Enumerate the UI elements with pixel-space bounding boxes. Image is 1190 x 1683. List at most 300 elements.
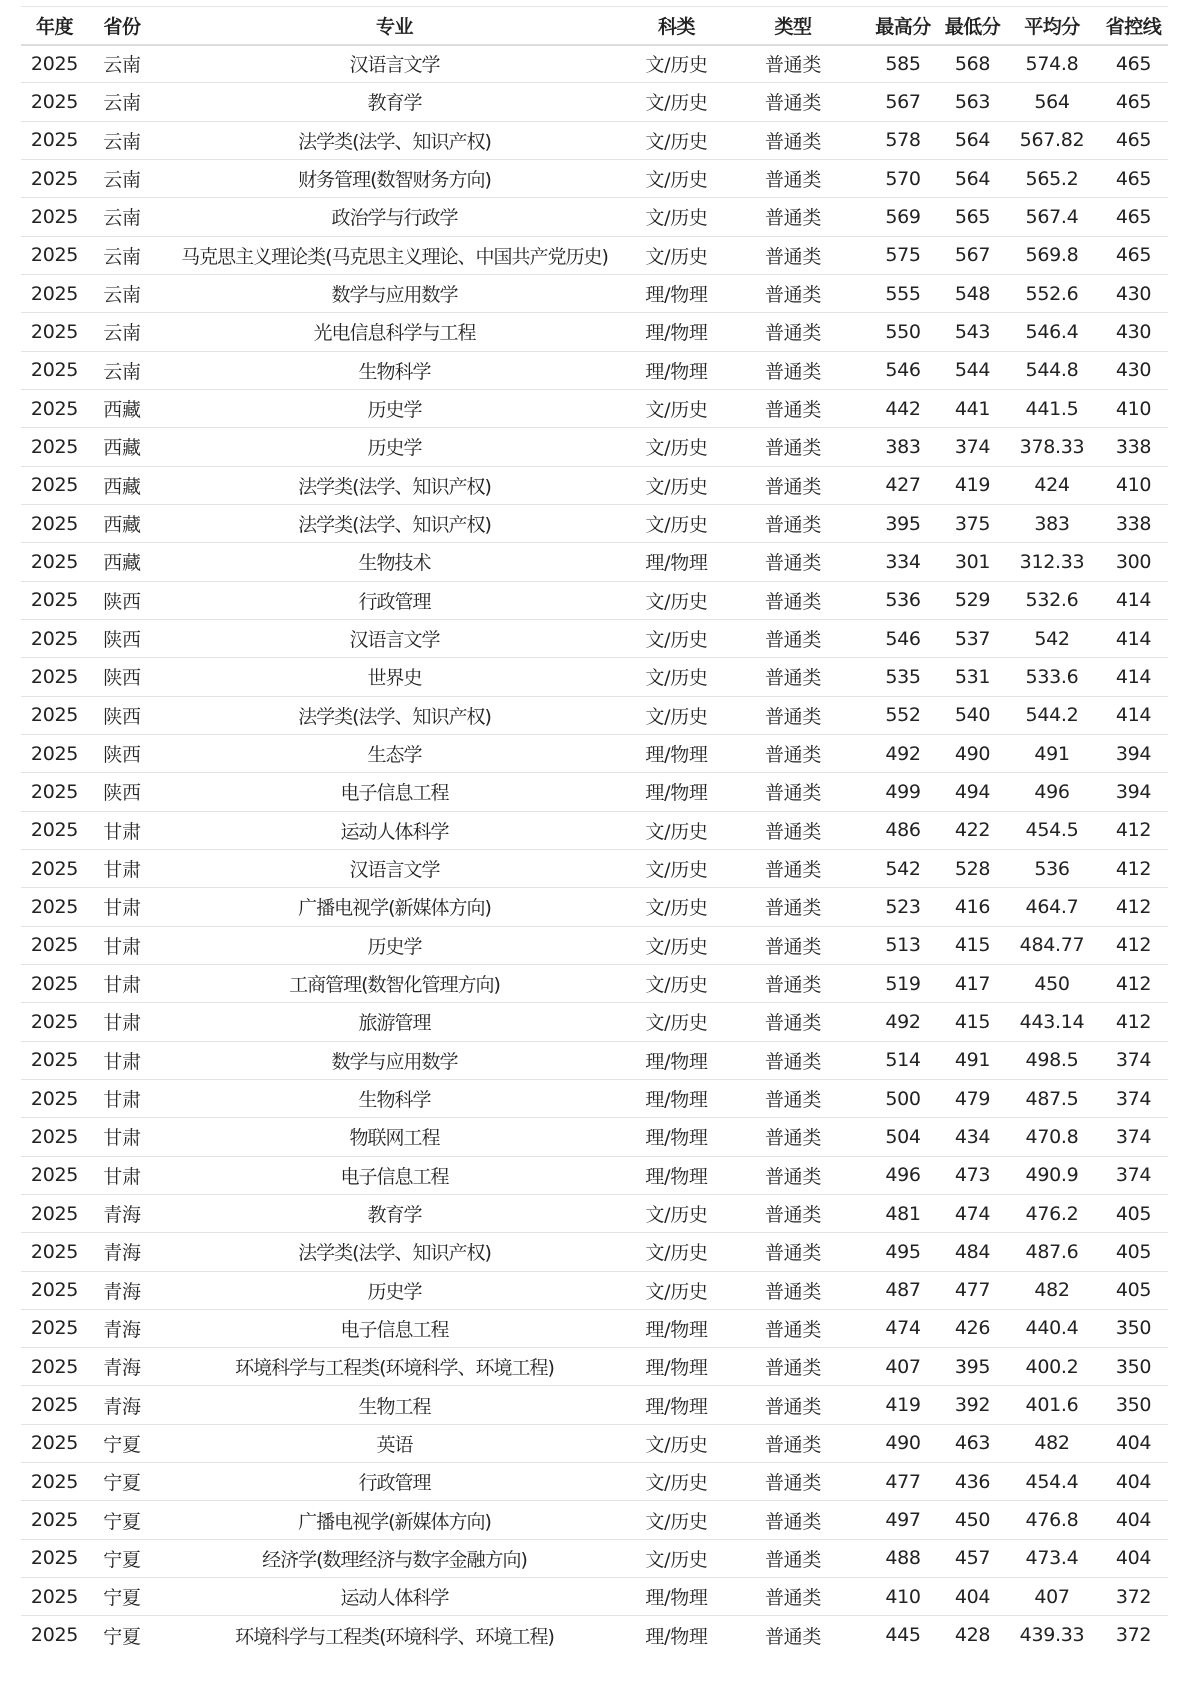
- max-score-cell: 487: [885, 1279, 921, 1302]
- admission-type-cell: 普通类: [764, 859, 822, 882]
- table-row: [21, 466, 1168, 504]
- table-row: [21, 849, 1168, 887]
- admission-type-cell: 普通类: [764, 322, 822, 345]
- avg-score-cell: 546.4: [1025, 320, 1079, 343]
- header-major: 专业: [375, 15, 413, 38]
- avg-score-cell: 312.33: [1019, 550, 1085, 573]
- year-cell: 2025: [30, 1624, 79, 1647]
- major-cell: 数学与应用数学: [331, 1050, 458, 1073]
- avg-score-cell: 565.2: [1025, 167, 1079, 190]
- provincial-line-cell: 465: [1115, 90, 1152, 113]
- admission-type-cell: 普通类: [764, 284, 822, 307]
- subject-category-cell: 文/历史: [645, 475, 708, 498]
- min-score-cell: 441: [954, 397, 991, 420]
- table-row: [21, 351, 1168, 389]
- provincial-line-cell: 412: [1115, 1010, 1152, 1033]
- major-cell: 旅游管理: [358, 1012, 431, 1035]
- provincial-line-cell: 404: [1115, 1509, 1152, 1532]
- provincial-line-cell: 412: [1115, 819, 1152, 842]
- max-score-cell: 535: [885, 665, 921, 688]
- max-score-cell: 514: [885, 1049, 921, 1072]
- table-row: [21, 734, 1168, 772]
- year-cell: 2025: [30, 320, 79, 343]
- year-cell: 2025: [30, 205, 79, 228]
- min-score-cell: 301: [954, 550, 991, 573]
- min-score-cell: 415: [954, 1010, 991, 1033]
- provincial-line-cell: 465: [1115, 167, 1152, 190]
- table-row: [21, 1348, 1168, 1386]
- max-score-cell: 410: [885, 1585, 921, 1608]
- max-score-cell: 474: [885, 1317, 921, 1340]
- major-cell: 汉语言文学: [349, 629, 440, 652]
- subject-category-cell: 文/历史: [645, 935, 708, 958]
- provincial-line-cell: 374: [1115, 1164, 1152, 1187]
- avg-score-cell: 470.8: [1025, 1125, 1079, 1148]
- admission-type-cell: 普通类: [764, 1625, 822, 1648]
- admission-type-cell: 普通类: [764, 1548, 822, 1571]
- avg-score-cell: 487.6: [1025, 1240, 1079, 1263]
- year-cell: 2025: [30, 512, 79, 535]
- max-score-cell: 569: [885, 205, 921, 228]
- admission-type-cell: 普通类: [764, 514, 822, 537]
- subject-category-cell: 理/物理: [645, 1089, 708, 1112]
- max-score-cell: 519: [885, 972, 921, 995]
- admission-type-cell: 普通类: [764, 169, 822, 192]
- province-cell: 陕西: [103, 629, 141, 652]
- max-score-cell: 445: [885, 1624, 921, 1647]
- subject-category-cell: 文/历史: [645, 1433, 708, 1456]
- admission-type-cell: 普通类: [764, 667, 822, 690]
- admission-type-cell: 普通类: [764, 92, 822, 115]
- admission-type-cell: 普通类: [764, 1357, 822, 1380]
- admission-type-cell: 普通类: [764, 1433, 822, 1456]
- major-cell: 生物科学: [358, 1089, 431, 1112]
- avg-score-cell: 544.2: [1025, 704, 1079, 727]
- max-score-cell: 546: [885, 359, 921, 382]
- subject-category-cell: 理/物理: [645, 1625, 708, 1648]
- province-cell: 云南: [103, 322, 141, 345]
- provincial-line-cell: 410: [1115, 474, 1152, 497]
- min-score-cell: 473: [954, 1164, 991, 1187]
- max-score-cell: 555: [885, 282, 921, 305]
- province-cell: 云南: [103, 245, 141, 268]
- min-score-cell: 544: [954, 359, 991, 382]
- table-row: [21, 1309, 1168, 1347]
- avg-score-cell: 400.2: [1025, 1355, 1079, 1378]
- min-score-cell: 548: [954, 282, 991, 305]
- max-score-cell: 575: [885, 244, 921, 267]
- province-cell: 甘肃: [103, 1127, 141, 1150]
- table-row: [21, 1578, 1168, 1616]
- province-cell: 青海: [103, 1357, 141, 1380]
- province-cell: 云南: [103, 54, 141, 77]
- province-cell: 陕西: [103, 705, 141, 728]
- province-cell: 甘肃: [103, 935, 141, 958]
- min-score-cell: 422: [954, 819, 991, 842]
- avg-score-cell: 567.82: [1019, 129, 1085, 152]
- header-min-score: 最低分: [944, 15, 1001, 38]
- provincial-line-cell: 414: [1115, 704, 1152, 727]
- major-cell: 运动人体科学: [340, 820, 449, 843]
- table-row: [21, 1386, 1168, 1424]
- table-row: [21, 313, 1168, 351]
- subject-category-cell: 理/物理: [645, 1050, 708, 1073]
- province-cell: 青海: [103, 1395, 141, 1418]
- provincial-line-cell: 350: [1115, 1394, 1152, 1417]
- max-score-cell: 497: [885, 1509, 921, 1532]
- province-cell: 云南: [103, 207, 141, 230]
- max-score-cell: 550: [885, 320, 921, 343]
- admission-type-cell: 普通类: [764, 1050, 822, 1073]
- major-cell: 环境科学与工程类(环境科学、环境工程): [235, 1625, 554, 1648]
- subject-category-cell: 理/物理: [645, 1587, 708, 1610]
- table-row: [21, 1156, 1168, 1194]
- table-row: [21, 1271, 1168, 1309]
- min-score-cell: 563: [954, 90, 991, 113]
- min-score-cell: 565: [954, 205, 991, 228]
- major-cell: 历史学: [367, 935, 422, 958]
- subject-category-cell: 文/历史: [645, 629, 708, 652]
- year-cell: 2025: [30, 589, 79, 612]
- min-score-cell: 392: [954, 1394, 991, 1417]
- min-score-cell: 568: [954, 52, 991, 75]
- provincial-line-cell: 404: [1115, 1547, 1152, 1570]
- avg-score-cell: 552.6: [1025, 282, 1079, 305]
- year-cell: 2025: [30, 1087, 79, 1110]
- major-cell: 生物工程: [358, 1395, 431, 1418]
- major-cell: 财务管理(数智财务方向): [298, 169, 491, 192]
- admission-type-cell: 普通类: [764, 897, 822, 920]
- provincial-line-cell: 430: [1115, 320, 1152, 343]
- subject-category-cell: 文/历史: [645, 705, 708, 728]
- table-row: [21, 45, 1168, 83]
- header-province: 省份: [103, 15, 141, 38]
- min-score-cell: 436: [954, 1470, 991, 1493]
- avg-score-cell: 443.14: [1019, 1010, 1085, 1033]
- table-row: [21, 159, 1168, 197]
- subject-category-cell: 文/历史: [645, 820, 708, 843]
- max-score-cell: 490: [885, 1432, 921, 1455]
- table-row: [21, 1501, 1168, 1539]
- year-cell: 2025: [30, 1509, 79, 1532]
- table-row: [21, 1079, 1168, 1117]
- table-row: [21, 1424, 1168, 1462]
- provincial-line-cell: 394: [1115, 780, 1152, 803]
- subject-category-cell: 文/历史: [645, 859, 708, 882]
- max-score-cell: 570: [885, 167, 921, 190]
- min-score-cell: 415: [954, 934, 991, 957]
- max-score-cell: 427: [885, 474, 921, 497]
- provincial-line-cell: 412: [1115, 972, 1152, 995]
- avg-score-cell: 440.4: [1025, 1317, 1079, 1340]
- table-row: [21, 696, 1168, 734]
- min-score-cell: 417: [954, 972, 991, 995]
- province-cell: 青海: [103, 1242, 141, 1265]
- year-cell: 2025: [30, 1202, 79, 1225]
- avg-score-cell: 490.9: [1025, 1164, 1079, 1187]
- table-row: [21, 389, 1168, 427]
- major-cell: 历史学: [367, 1280, 422, 1303]
- admission-score-table: [21, 6, 1168, 1654]
- max-score-cell: 513: [885, 934, 921, 957]
- max-score-cell: 536: [885, 589, 921, 612]
- provincial-line-cell: 338: [1115, 435, 1152, 458]
- year-cell: 2025: [30, 857, 79, 880]
- min-score-cell: 564: [954, 167, 991, 190]
- avg-score-cell: 424: [1034, 474, 1070, 497]
- admission-type-cell: 普通类: [764, 1242, 822, 1265]
- avg-score-cell: 542: [1034, 627, 1070, 650]
- max-score-cell: 334: [885, 550, 921, 573]
- min-score-cell: 484: [954, 1240, 991, 1263]
- min-score-cell: 537: [954, 627, 991, 650]
- avg-score-cell: 482: [1034, 1432, 1070, 1455]
- year-cell: 2025: [30, 627, 79, 650]
- avg-score-cell: 536: [1034, 857, 1070, 880]
- province-cell: 西藏: [103, 552, 141, 575]
- table-row: [21, 274, 1168, 312]
- admission-type-cell: 普通类: [764, 744, 822, 767]
- subject-category-cell: 文/历史: [645, 897, 708, 920]
- major-cell: 政治学与行政学: [331, 207, 458, 230]
- min-score-cell: 543: [954, 320, 991, 343]
- subject-category-cell: 理/物理: [645, 1357, 708, 1380]
- admission-type-cell: 普通类: [764, 54, 822, 77]
- avg-score-cell: 567.4: [1025, 205, 1079, 228]
- province-cell: 甘肃: [103, 1165, 141, 1188]
- year-cell: 2025: [30, 129, 79, 152]
- min-score-cell: 457: [954, 1547, 991, 1570]
- year-cell: 2025: [30, 1164, 79, 1187]
- max-score-cell: 477: [885, 1470, 921, 1493]
- subject-category-cell: 理/物理: [645, 1127, 708, 1150]
- provincial-line-cell: 430: [1115, 359, 1152, 382]
- max-score-cell: 546: [885, 627, 921, 650]
- year-cell: 2025: [30, 474, 79, 497]
- major-cell: 法学类(法学、知识产权): [298, 475, 491, 498]
- max-score-cell: 442: [885, 397, 921, 420]
- min-score-cell: 375: [954, 512, 991, 535]
- provincial-line-cell: 412: [1115, 895, 1152, 918]
- table-body: [21, 45, 1168, 1655]
- province-cell: 宁夏: [103, 1510, 141, 1533]
- min-score-cell: 374: [954, 435, 991, 458]
- major-cell: 教育学: [367, 92, 422, 115]
- admission-type-cell: 普通类: [764, 552, 822, 575]
- table-row: [21, 1539, 1168, 1577]
- table-row: [21, 1616, 1168, 1654]
- province-cell: 甘肃: [103, 1050, 141, 1073]
- admission-type-cell: 普通类: [764, 629, 822, 652]
- subject-category-cell: 文/历史: [645, 130, 708, 153]
- table-row: [21, 504, 1168, 542]
- table-header: [21, 7, 1168, 45]
- avg-score-cell: 532.6: [1025, 589, 1079, 612]
- subject-category-cell: 理/物理: [645, 744, 708, 767]
- province-cell: 西藏: [103, 399, 141, 422]
- max-score-cell: 504: [885, 1125, 921, 1148]
- min-score-cell: 404: [954, 1585, 991, 1608]
- max-score-cell: 488: [885, 1547, 921, 1570]
- min-score-cell: 494: [954, 780, 991, 803]
- major-cell: 经济学(数理经济与数字金融方向): [262, 1548, 527, 1571]
- major-cell: 光电信息科学与工程: [313, 322, 476, 345]
- header-subject-category: 科类: [657, 15, 695, 38]
- major-cell: 电子信息工程: [340, 782, 449, 805]
- admission-type-cell: 普通类: [764, 782, 822, 805]
- admission-type-cell: 普通类: [764, 935, 822, 958]
- provincial-line-cell: 414: [1115, 589, 1152, 612]
- table-row: [21, 658, 1168, 696]
- year-cell: 2025: [30, 90, 79, 113]
- avg-score-cell: 544.8: [1025, 359, 1079, 382]
- provincial-line-cell: 372: [1115, 1585, 1152, 1608]
- max-score-cell: 407: [885, 1355, 921, 1378]
- header-row: [21, 7, 1168, 45]
- admission-type-cell: 普通类: [764, 1472, 822, 1495]
- min-score-cell: 450: [954, 1509, 991, 1532]
- avg-score-cell: 454.5: [1025, 819, 1079, 842]
- table-row: [21, 1118, 1168, 1156]
- provincial-line-cell: 404: [1115, 1470, 1152, 1493]
- subject-category-cell: 文/历史: [645, 437, 708, 460]
- provincial-line-cell: 465: [1115, 129, 1152, 152]
- min-score-cell: 434: [954, 1125, 991, 1148]
- min-score-cell: 564: [954, 129, 991, 152]
- provincial-line-cell: 374: [1115, 1087, 1152, 1110]
- provincial-line-cell: 412: [1115, 934, 1152, 957]
- year-cell: 2025: [30, 1317, 79, 1340]
- province-cell: 云南: [103, 169, 141, 192]
- provincial-line-cell: 338: [1115, 512, 1152, 535]
- avg-score-cell: 487.5: [1025, 1087, 1079, 1110]
- subject-category-cell: 文/历史: [645, 1012, 708, 1035]
- subject-category-cell: 文/历史: [645, 1280, 708, 1303]
- admission-type-cell: 普通类: [764, 360, 822, 383]
- admission-type-cell: 普通类: [764, 1165, 822, 1188]
- major-cell: 广播电视学(新媒体方向): [298, 897, 491, 920]
- major-cell: 法学类(法学、知识产权): [298, 705, 491, 728]
- min-score-cell: 479: [954, 1087, 991, 1110]
- provincial-line-cell: 405: [1115, 1202, 1152, 1225]
- max-score-cell: 486: [885, 819, 921, 842]
- year-cell: 2025: [30, 1394, 79, 1417]
- avg-score-cell: 401.6: [1025, 1394, 1079, 1417]
- province-cell: 宁夏: [103, 1433, 141, 1456]
- admission-type-cell: 普通类: [764, 1318, 822, 1341]
- header-avg-score: 平均分: [1024, 15, 1080, 38]
- admission-type-cell: 普通类: [764, 1510, 822, 1533]
- min-score-cell: 416: [954, 895, 991, 918]
- subject-category-cell: 理/物理: [645, 322, 708, 345]
- major-cell: 广播电视学(新媒体方向): [298, 1510, 491, 1533]
- major-cell: 工商管理(数智化管理方向): [289, 974, 500, 997]
- min-score-cell: 426: [954, 1317, 991, 1340]
- provincial-line-cell: 405: [1115, 1240, 1152, 1263]
- subject-category-cell: 文/历史: [645, 974, 708, 997]
- avg-score-cell: 484.77: [1019, 934, 1085, 957]
- admission-type-cell: 普通类: [764, 130, 822, 153]
- admission-type-cell: 普通类: [764, 974, 822, 997]
- admission-type-cell: 普通类: [764, 820, 822, 843]
- admission-type-cell: 普通类: [764, 1587, 822, 1610]
- min-score-cell: 474: [954, 1202, 991, 1225]
- table-row: [21, 121, 1168, 159]
- province-cell: 云南: [103, 92, 141, 115]
- subject-category-cell: 文/历史: [645, 514, 708, 537]
- min-score-cell: 477: [954, 1279, 991, 1302]
- year-cell: 2025: [30, 665, 79, 688]
- table-row: [21, 83, 1168, 121]
- province-cell: 青海: [103, 1280, 141, 1303]
- provincial-line-cell: 412: [1115, 857, 1152, 880]
- year-cell: 2025: [30, 397, 79, 420]
- subject-category-cell: 理/物理: [645, 552, 708, 575]
- province-cell: 陕西: [103, 782, 141, 805]
- table-row: [21, 773, 1168, 811]
- major-cell: 世界史: [367, 667, 422, 690]
- admission-type-cell: 普通类: [764, 437, 822, 460]
- provincial-line-cell: 404: [1115, 1432, 1152, 1455]
- subject-category-cell: 理/物理: [645, 782, 708, 805]
- avg-score-cell: 533.6: [1025, 665, 1079, 688]
- major-cell: 环境科学与工程类(环境科学、环境工程): [235, 1357, 554, 1380]
- admission-type-cell: 普通类: [764, 1395, 822, 1418]
- admission-type-cell: 普通类: [764, 1280, 822, 1303]
- province-cell: 云南: [103, 360, 141, 383]
- subject-category-cell: 文/历史: [645, 1242, 708, 1265]
- year-cell: 2025: [30, 780, 79, 803]
- provincial-line-cell: 394: [1115, 742, 1152, 765]
- provincial-line-cell: 414: [1115, 665, 1152, 688]
- year-cell: 2025: [30, 819, 79, 842]
- year-cell: 2025: [30, 934, 79, 957]
- table-row: [21, 581, 1168, 619]
- major-cell: 生态学: [367, 744, 422, 767]
- major-cell: 法学类(法学、知识产权): [298, 514, 491, 537]
- province-cell: 西藏: [103, 475, 141, 498]
- admission-type-cell: 普通类: [764, 590, 822, 613]
- max-score-cell: 383: [885, 435, 921, 458]
- provincial-line-cell: 350: [1115, 1355, 1152, 1378]
- major-cell: 物联网工程: [349, 1127, 440, 1150]
- year-cell: 2025: [30, 244, 79, 267]
- header-year: 年度: [35, 15, 73, 38]
- major-cell: 运动人体科学: [340, 1587, 449, 1610]
- min-score-cell: 540: [954, 704, 991, 727]
- min-score-cell: 491: [954, 1049, 991, 1072]
- provincial-line-cell: 430: [1115, 282, 1152, 305]
- table-row: [21, 1463, 1168, 1501]
- table-row: [21, 619, 1168, 657]
- major-cell: 法学类(法学、知识产权): [298, 130, 491, 153]
- subject-category-cell: 文/历史: [645, 1548, 708, 1571]
- major-cell: 历史学: [367, 437, 422, 460]
- year-cell: 2025: [30, 1125, 79, 1148]
- avg-score-cell: 439.33: [1019, 1624, 1085, 1647]
- avg-score-cell: 454.4: [1025, 1470, 1079, 1493]
- subject-category-cell: 文/历史: [645, 169, 708, 192]
- province-cell: 西藏: [103, 514, 141, 537]
- provincial-line-cell: 414: [1115, 627, 1152, 650]
- major-cell: 生物技术: [358, 552, 431, 575]
- min-score-cell: 419: [954, 474, 991, 497]
- subject-category-cell: 理/物理: [645, 360, 708, 383]
- avg-score-cell: 491: [1034, 742, 1070, 765]
- province-cell: 陕西: [103, 590, 141, 613]
- major-cell: 行政管理: [358, 590, 431, 613]
- major-cell: 电子信息工程: [340, 1165, 449, 1188]
